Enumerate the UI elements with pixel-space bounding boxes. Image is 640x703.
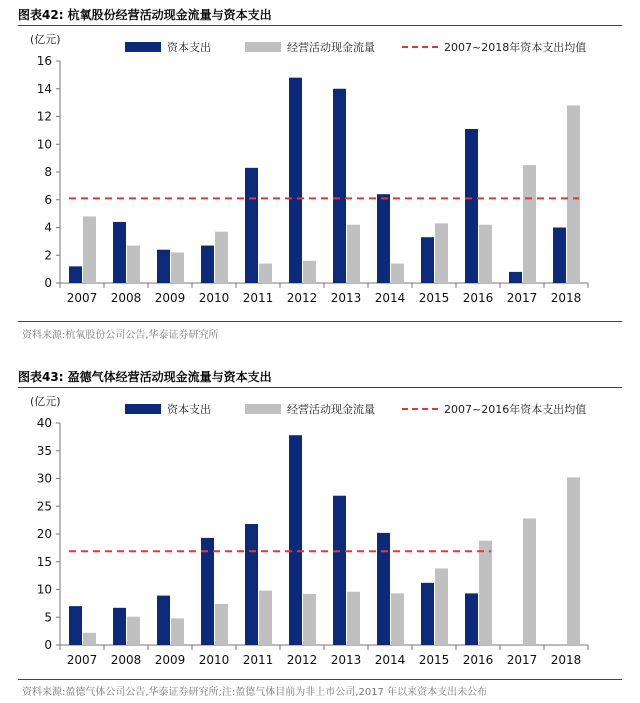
bar-cashflow-2009: [171, 618, 184, 645]
bar-capex-2007: [69, 266, 82, 283]
y-tick-label: 10: [36, 582, 52, 597]
x-tick-label-2018: 2018: [550, 291, 582, 305]
y-tick-label: 12: [36, 109, 52, 124]
bar-cashflow-2018: [567, 477, 580, 645]
x-tick-label-2011: 2011: [242, 653, 274, 667]
title-rule: [18, 25, 622, 26]
bar-capex-2013: [333, 496, 346, 645]
bar-capex-2011: [245, 524, 258, 645]
x-tick-label-2008: 2008: [110, 291, 142, 305]
x-tick-label-2010: 2010: [198, 291, 230, 305]
x-tick-label-2016: 2016: [462, 653, 494, 667]
bar-cashflow-2011: [259, 591, 272, 645]
y-tick-label: 0: [44, 276, 52, 290]
y-tick-label: 20: [36, 527, 52, 541]
bar-capex-2016: [465, 593, 478, 645]
bar-capex-2015: [421, 237, 434, 283]
x-tick-label-2013: 2013: [330, 291, 362, 305]
title-rule: [18, 387, 622, 388]
x-tick-label-2011: 2011: [242, 291, 274, 305]
bar-capex-2014: [377, 533, 390, 645]
legend-label-cashflow: 经营活动现金流量: [287, 41, 375, 54]
legend-label-average: 2007~2016年资本支出均值: [444, 403, 587, 416]
bar-cashflow-2018: [567, 105, 580, 283]
x-tick-label-2017: 2017: [506, 291, 538, 305]
figure-43: [0, 362, 640, 703]
bar-capex-2007: [69, 606, 82, 645]
bar-cashflow-2008: [127, 246, 140, 283]
source-note: 资料来源:盈德气体公司公告,华泰证券研究所;注:盈德气体目前为非上市公司,2017 年以来资本支出未公布: [22, 687, 488, 698]
bar-capex-2009: [157, 596, 170, 645]
y-unit-label: (亿元): [30, 395, 61, 408]
bar-capex-2018: [553, 228, 566, 284]
figure-42: [0, 0, 640, 350]
bar-capex-2008: [113, 222, 126, 283]
bar-cashflow-2010: [215, 232, 228, 283]
x-tick-label-2016: 2016: [462, 291, 494, 305]
bar-cashflow-2007: [83, 633, 96, 645]
bar-cashflow-2016: [479, 541, 492, 645]
x-tick-label-2018: 2018: [550, 653, 582, 667]
bar-cashflow-2013: [347, 592, 360, 645]
bar-capex-2008: [113, 608, 126, 645]
bottom-rule: [18, 679, 622, 680]
bar-cashflow-2016: [479, 225, 492, 283]
y-tick-label: 14: [36, 81, 52, 96]
y-tick-label: 6: [44, 192, 52, 207]
bar-capex-2010: [201, 246, 214, 283]
y-tick-label: 35: [36, 443, 52, 458]
figure-title: 图表42: 杭氧股份经营活动现金流量与资本支出: [18, 8, 272, 22]
legend-swatch-capex: [125, 42, 161, 52]
bar-cashflow-2017: [523, 165, 536, 283]
x-tick-label-2007: 2007: [66, 653, 98, 667]
bar-cashflow-2015: [435, 223, 448, 283]
bar-cashflow-2011: [259, 264, 272, 283]
bar-cashflow-2009: [171, 252, 184, 283]
x-tick-label-2009: 2009: [154, 653, 186, 667]
bar-cashflow-2017: [523, 518, 536, 645]
bar-cashflow-2013: [347, 225, 360, 283]
bar-capex-2012: [289, 435, 302, 645]
bar-capex-2014: [377, 194, 390, 283]
x-tick-label-2012: 2012: [286, 291, 318, 305]
y-tick-label: 4: [44, 220, 52, 235]
bar-capex-2017: [509, 272, 522, 283]
legend-label-capex: 资本支出: [167, 403, 211, 416]
legend-swatch-cashflow: [245, 42, 281, 52]
y-tick-label: 8: [44, 165, 52, 179]
x-tick-label-2014: 2014: [374, 291, 406, 305]
x-tick-label-2012: 2012: [286, 653, 318, 667]
figure-title: 图表43: 盈德气体经营活动现金流量与资本支出: [18, 370, 272, 384]
bar-capex-2015: [421, 583, 434, 645]
x-tick-label-2014: 2014: [374, 653, 406, 667]
x-tick-label-2015: 2015: [418, 291, 450, 305]
bar-capex-2011: [245, 168, 258, 283]
legend-label-average: 2007~2018年资本支出均值: [444, 41, 587, 54]
legend-swatch-cashflow: [245, 404, 281, 414]
x-tick-label-2008: 2008: [110, 653, 142, 667]
legend-label-capex: 资本支出: [167, 41, 211, 54]
y-unit-label: (亿元): [30, 33, 61, 46]
bar-cashflow-2012: [303, 261, 316, 283]
bar-cashflow-2008: [127, 617, 140, 645]
bar-capex-2009: [157, 250, 170, 283]
bar-cashflow-2007: [83, 216, 96, 283]
bar-capex-2013: [333, 89, 346, 283]
x-tick-label-2007: 2007: [66, 291, 98, 305]
chart-capex-cashflow-yingde: [0, 390, 640, 680]
x-tick-label-2015: 2015: [418, 653, 450, 667]
y-tick-label: 5: [44, 610, 52, 625]
chart-capex-cashflow-hangyang: [0, 28, 640, 318]
bar-cashflow-2014: [391, 593, 404, 645]
bar-cashflow-2012: [303, 594, 316, 645]
y-tick-label: 40: [36, 416, 52, 430]
x-tick-label-2017: 2017: [506, 653, 538, 667]
y-tick-label: 25: [36, 499, 52, 514]
source-note: 资料来源:杭氧股份公司公告,华泰证券研究所: [22, 330, 219, 341]
bar-capex-2012: [289, 78, 302, 283]
y-tick-label: 15: [36, 554, 52, 569]
y-tick-label: 30: [36, 471, 52, 486]
y-tick-label: 16: [36, 54, 52, 68]
y-tick-label: 10: [36, 137, 52, 152]
bar-capex-2016: [465, 129, 478, 283]
x-tick-label-2010: 2010: [198, 653, 230, 667]
bar-cashflow-2015: [435, 568, 448, 645]
legend-swatch-capex: [125, 404, 161, 414]
x-tick-label-2013: 2013: [330, 653, 362, 667]
x-tick-label-2009: 2009: [154, 291, 186, 305]
y-tick-label: 2: [44, 248, 52, 263]
bottom-rule: [18, 321, 622, 322]
legend-label-cashflow: 经营活动现金流量: [287, 403, 375, 416]
bar-capex-2010: [201, 538, 214, 645]
y-tick-label: 0: [44, 638, 52, 652]
bar-cashflow-2014: [391, 264, 404, 283]
bar-cashflow-2010: [215, 604, 228, 645]
